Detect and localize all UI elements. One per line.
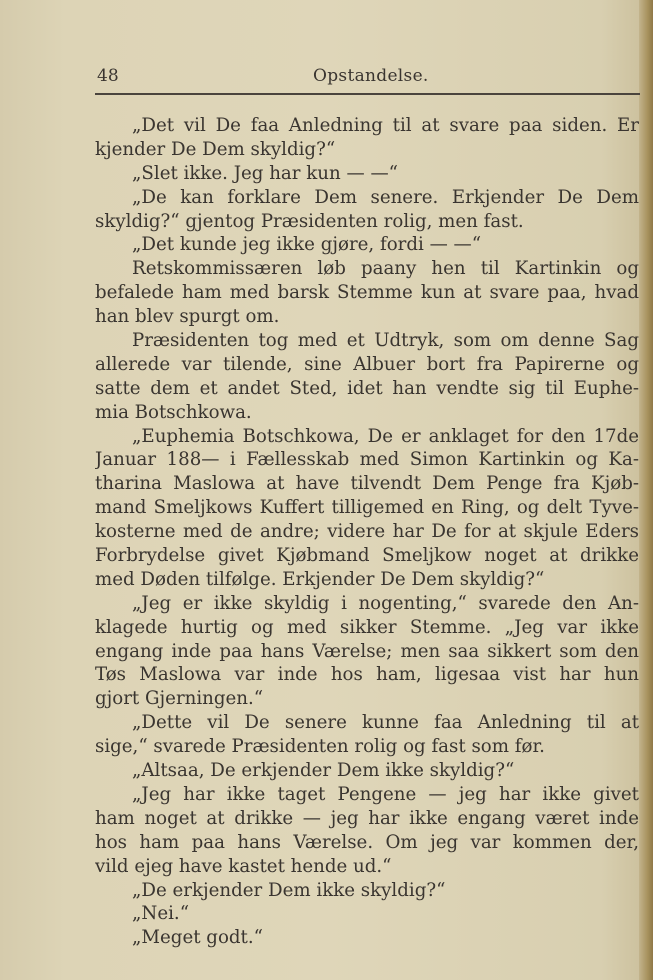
text-line: klagede hurtig og med sikker Stemme. „Jeg var ikke — [95, 616, 639, 638]
text-line: ham noget at drikke — jeg har ikke engang været inde — [95, 807, 639, 829]
text-line: sige,“ svarede Præsidenten rolig og fast som før. — [95, 736, 545, 758]
text-line: han blev spurgt om. — [95, 306, 280, 328]
text-line: satte dem et andet Sted, idet han vendte sig til Euphe- — [95, 377, 639, 399]
page-number: 48 — [97, 66, 119, 86]
text-line: „Jeg er ikke skyldig i nogenting,“ svarede den An- — [132, 592, 639, 614]
text-line: skyldig?“ gjentog Præsidenten rolig, men fast. — [95, 210, 524, 232]
text-line: „Slet ikke. Jeg har kun — —“ — [132, 162, 398, 184]
text-line: „De kan forklare Dem senere. Erkjender De Dem — [132, 186, 639, 208]
text-line: engang inde paa hans Værelse; men saa sikkert som den — [95, 640, 639, 662]
text-line: „Meget godt.“ — [132, 927, 263, 949]
text-line: Præsidenten tog med et Udtryk, som om denne Sag — [132, 330, 639, 352]
header-rule — [95, 93, 640, 95]
text-line: med Døden tilfølge. Erkjender De Dem skyldig?“ — [95, 568, 545, 590]
page-header — [97, 64, 637, 90]
text-line: Januar 188— i Fællesskab med Simon Kartinkin og Ka- — [95, 449, 639, 471]
text-line: Forbrydelse givet Kjøbmand Smeljkow noget at drikke — [95, 545, 639, 567]
text-line: Tøs Maslowa var inde hos ham, ligesaa vist har hun — [95, 664, 639, 686]
body-text — [95, 114, 639, 950]
text-line: „Det vil De faa Anledning til at svare paa siden. Er — [132, 115, 639, 136]
text-line: „Jeg har ikke taget Pengene — jeg har ikke givet — [132, 783, 639, 805]
text-line: Retskommissæren løb paany hen til Kartinkin og — [132, 258, 639, 280]
text-line: gjort Gjerningen.“ — [95, 688, 264, 710]
text-line: mand Smeljkows Kuffert tilligemed en Ring, og delt Tyve- — [95, 497, 639, 519]
text-line: tharina Maslowa at have tilvendt Dem Penge fra Kjøb- — [95, 473, 639, 495]
text-line: vild ejeg have kastet hende ud.“ — [95, 855, 392, 877]
text-line: „Det kunde jeg ikke gjøre, fordi — —“ — [132, 234, 482, 256]
text-line: kjender De Dem skyldig?“ — [95, 138, 336, 160]
text-line: „De erkjender Dem ikke skyldig?“ — [132, 879, 446, 901]
text-line: „Euphemia Botschkowa, De er anklaget for den 17de — [132, 425, 639, 447]
text-line: allerede var tilende, sine Albuer bort fra Papirerne og — [95, 353, 639, 375]
text-line: „Dette vil De senere kunne faa Anledning til at — [132, 712, 639, 734]
running-title: Opstandelse. — [313, 66, 429, 86]
text-line: befalede ham med barsk Stemme kun at svare paa, hvad — [95, 282, 639, 304]
text-line: hos ham paa hans Værelse. Om jeg var kommen der, — [95, 831, 639, 853]
text-line: kosterne med de andre; videre har De for at skjule Eders — [95, 521, 639, 543]
text-line: „Altsaa, De erkjender Dem ikke skyldig?“ — [132, 760, 515, 782]
page-edge — [639, 0, 653, 980]
text-line: „Nei.“ — [132, 903, 189, 925]
text-line: mia Botschkowa. — [95, 401, 252, 423]
